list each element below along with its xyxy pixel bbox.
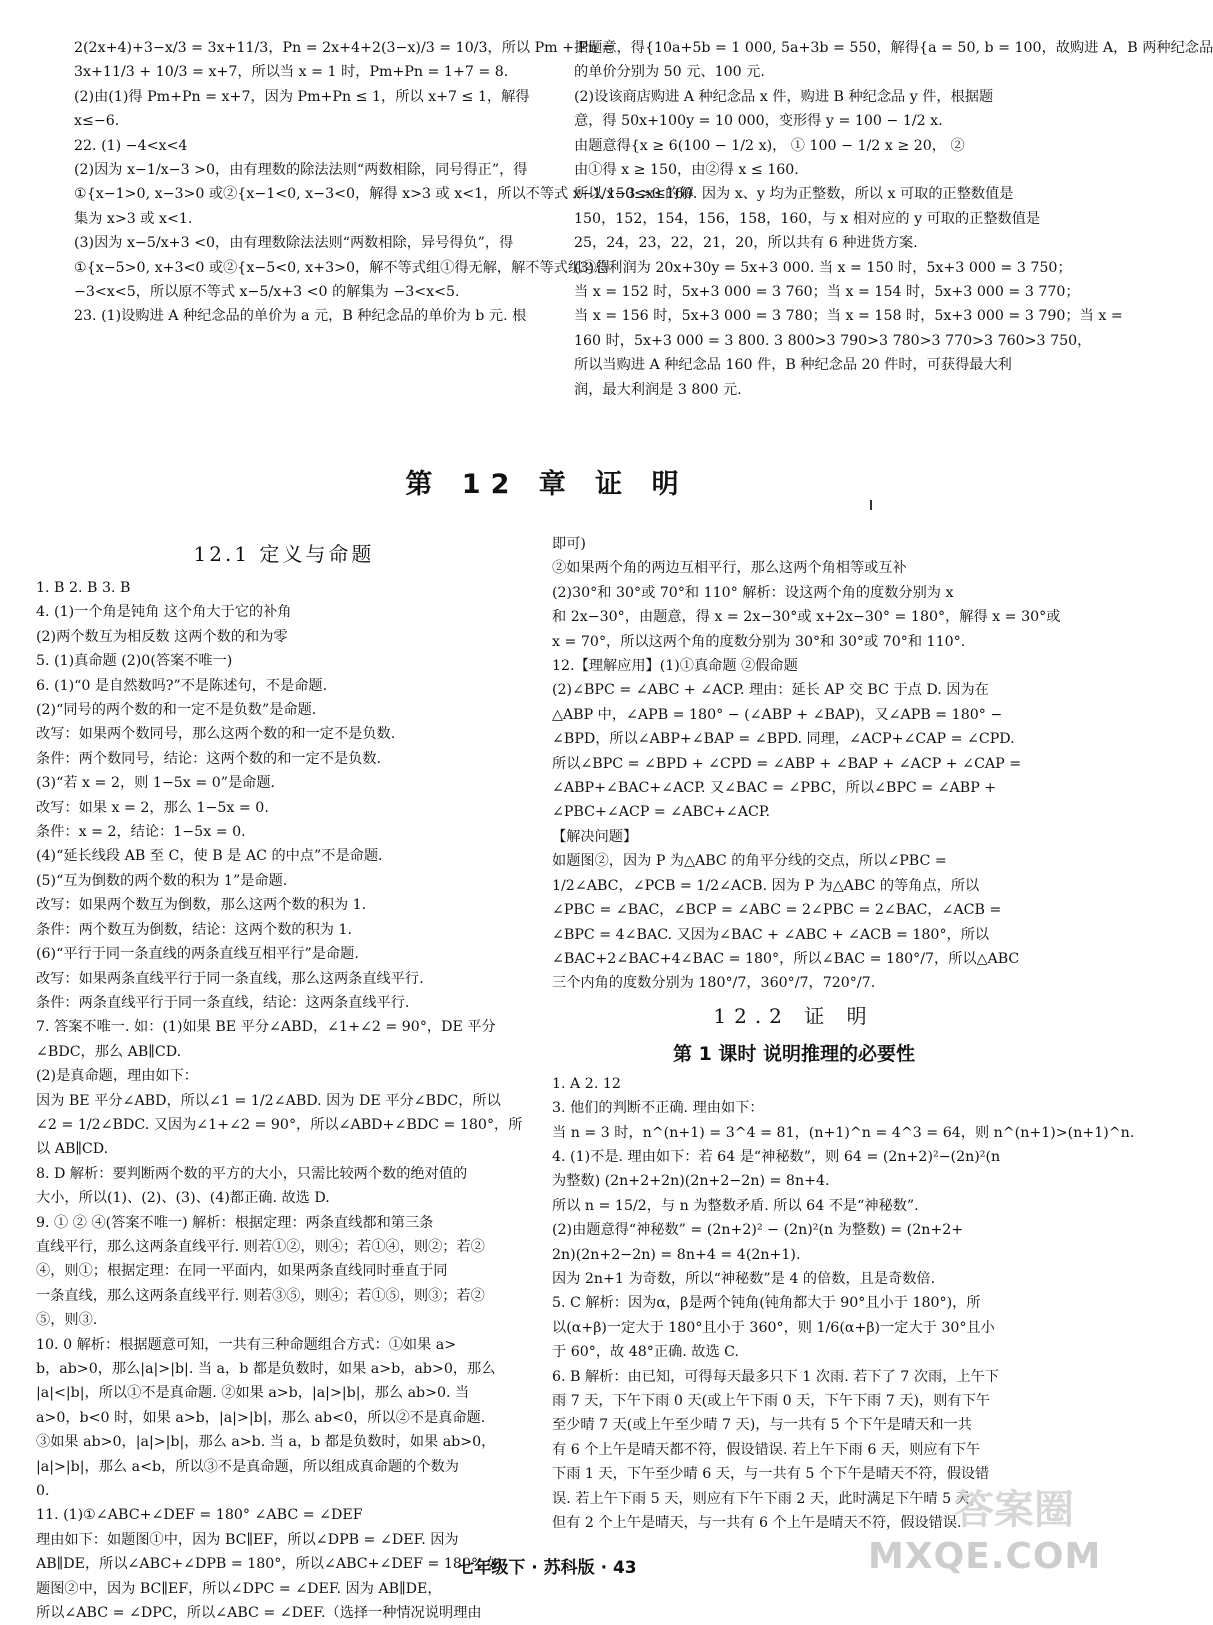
text-line: 和 2x−30°，由题意，得 x = 2x−30°或 x+2x−30° = 180°，解得 x = 30°或 [552, 609, 1061, 626]
text-line: 1. A 2. 12 [552, 1075, 621, 1092]
text-line: 25，24，23，22，21，20，所以共有 6 种进货方案. [574, 235, 918, 252]
text-line: a>0，b<0 时，如果 a>b，|a|>|b|，那么 ab<0，所以②不是真命题. [36, 1409, 486, 1426]
watermark-logo: 答案圈 [954, 1487, 1074, 1533]
text-line: 2(2x+4)+3−x/3 = 3x+11/3，Pn = 2x+4+2(3−x)/3 = 10/3，所以 Pm + Pn = [74, 40, 614, 56]
text-line: 下雨 1 天，下午至少晴 6 天，与一共有 5 个下午是晴天不符，假设错 [552, 1466, 990, 1483]
text-line: (2)30°和 30°或 70°和 110° 解析：设这两个角的度数分别为 x [552, 584, 954, 601]
text-line: b，ab>0，那么|a|>|b|. 当 a，b 都是负数时，如果 a>b，ab>0，那么 [36, 1361, 496, 1377]
text-line: 7. 答案不唯一. 如：(1)如果 BE 平分∠ABD，∠1+∠2 = 90°，DE 平分 [36, 1019, 496, 1036]
text-line: 的单价分别为 50 元、100 元. [574, 64, 765, 81]
text-line: 22. (1) −4<x<4 [74, 137, 188, 154]
text-line: 因为 2n+1 为奇数，所以“神秘数”是 4 的倍数，且是奇数倍. [552, 1270, 936, 1287]
text-line: 条件：两个数同号，结论：这两个数的和一定不是负数. [36, 750, 382, 767]
text-line: (3)总利润为 20x+30y = 5x+3 000. 当 x = 150 时，5x+3 000 = 3 750； [574, 259, 1072, 276]
text-line: 当 x = 152 时，5x+3 000 = 3 760；当 x = 154 时，5x+3 000 = 3 770； [574, 284, 1080, 301]
bottom-right-column [552, 532, 1135, 1540]
text-line: 所以 150≤x≤160. 因为 x、y 均为正整数，所以 x 可取的正整数值是 [574, 186, 1014, 203]
text-line: 题图②中，因为 BC∥EF，所以∠DPC = ∠DEF. 因为 AB∥DE， [36, 1580, 442, 1597]
text-line: 于 60°，故 48°正确. 故选 C. [552, 1344, 740, 1361]
section-title-12-2: 12.2 证 明 [713, 1003, 875, 1028]
text-line: 1. B 2. B 3. B [36, 580, 131, 596]
text-line: 由题意得{x ≥ 6(100 − 1/2 x)， ① 100 − 1/2 x ≥ 20， ② [574, 137, 965, 154]
text-line: 三个内角的度数分别为 180°/7，360°/7，720°/7. [552, 975, 876, 992]
text-line: 即可) [552, 536, 586, 552]
answers-12-2-lesson-1 [552, 1072, 1135, 1536]
text-line: 改写：如果两个数互为倒数，那么这两个数的积为 1. [36, 897, 367, 914]
text-line: |a|<|b|，所以①不是真命题. ②如果 a>b，|a|>|b|，那么 ab>0. 当 [36, 1385, 470, 1402]
text-line: 条件：两条直线平行于同一条直线，结论：这两条直线平行. [36, 994, 410, 1011]
text-line: (2)设该商店购进 A 种纪念品 x 件，购进 B 种纪念品 y 件，根据题 [574, 88, 994, 105]
text-line: AB∥DE，所以∠ABC+∠DPB = 180°，所以∠ABC+∠DEF = 180°. 如 [36, 1556, 502, 1573]
text-line: 以(α+β)一定大于 180°且小于 360°，则 1/6(α+β)一定大于 30°且小 [552, 1319, 995, 1336]
text-line: 3x+11/3 + 10/3 = x+7，所以当 x = 1 时，Pm+Pn = 1+7 = 8. [74, 64, 509, 81]
text-line: 所以当购进 A 种纪念品 160 件，B 种纪念品 20 件时，可获得最大利 [574, 357, 1012, 374]
bottom-left-column [36, 532, 532, 1622]
text-line: 当 n = 3 时，n^(n+1) = 3^4 = 81，(n+1)^n = 4^3 = 64，则 n^(n+1)>(n+1)^n. [552, 1124, 1135, 1141]
text-line: (2)由题意得“神秘数” = (2n+2)² − (2n)²(n 为整数) = (2n+2+ [552, 1222, 964, 1239]
text-line: 误. 若上午下雨 5 天，则应有下午下雨 2 天，此时满足下午晴 5 天， [552, 1490, 985, 1507]
text-line: 由①得 x ≥ 150，由②得 x ≤ 160. [574, 162, 799, 179]
text-line: (2)是真命题，理由如下： [36, 1068, 198, 1085]
text-line: 5. C 解析：因为α，β是两个钝角(钝角都大于 90°且小于 180°)，所 [552, 1295, 981, 1312]
text-line: ∠BDC，那么 AB∥CD. [36, 1043, 182, 1060]
text-line: (3)“若 x = 2，则 1−5x = 0”是命题. [36, 775, 276, 792]
text-line: 2n)(2n+2−2n) = 8n+4 = 4(2n+1). [552, 1246, 801, 1263]
text-line: 意，得 50x+100y = 10 000，变形得 y = 100 − 1/2 x. [574, 113, 943, 130]
text-line: (4)“延长线段 AB 至 C，使 B 是 AC 的中点”不是命题. [36, 848, 383, 865]
text-line: 11. (1)①∠ABC+∠DEF = 180° ∠ABC = ∠DEF [36, 1507, 363, 1524]
watermark-url: MXQE.COM [868, 1536, 1102, 1577]
text-line: 因为 BE 平分∠ABD，所以∠1 = 1/2∠ABD. 因为 DE 平分∠BDC，所以 [36, 1092, 501, 1109]
text-line: 所以∠ABC = ∠DPC，所以∠ABC = ∠DEF.（选择一种情况说明理由 [36, 1605, 482, 1622]
text-line: 改写：如果两个数同号，那么这两个数的和一定不是负数. [36, 726, 396, 743]
text-line: 但有 2 个上午是晴天，与一共有 6 个上午是晴天不符，假设错误. [552, 1515, 962, 1532]
text-line: ①{x−1>0, x−3>0 或②{x−1<0, x−3<0，解得 x>3 或 x<1，所以不等式 x−1/x−3 >0 的解 [74, 186, 694, 203]
text-line: x≤−6. [74, 113, 120, 130]
text-line: 理由如下：如题图①中，因为 BC∥EF，所以∠DPB = ∠DEF. 因为 [36, 1531, 459, 1548]
text-line: ∠BPD，所以∠ABP+∠BAP = ∠BPD. 同理，∠ACP+∠CAP = ∠CPD. [552, 731, 1015, 748]
answers-12-1-continued [552, 532, 1061, 996]
text-line: ∠ABP+∠BAC+∠ACP. 又∠BAC = ∠PBC，所以∠BPC = ∠ABP + [552, 780, 997, 797]
text-line: 3. 他们的判断不正确. 理由如下： [552, 1100, 764, 1117]
text-line: x = 70°，所以这两个角的度数分别为 30°和 30°或 70°和 110°. [552, 633, 966, 650]
text-line: 0. [36, 1483, 50, 1500]
text-line: (2)因为 x−1/x−3 >0，由有理数的除法法则“两数相除，同号得正”，得 [74, 162, 528, 179]
text-line: ②如果两个角的两边互相平行，那么这两个角相等或互补 [552, 560, 907, 577]
text-line: ∠BPC = 4∠BAC. 又因为∠BAC + ∠ABC + ∠ACB = 180°，所以 [552, 926, 990, 943]
text-line: (2)两个数互为相反数 这两个数的和为零 [36, 628, 288, 645]
text-line: 160 时，5x+3 000 = 3 800. 3 800>3 790>3 780>3 770>3 760>3 750， [574, 332, 1092, 349]
text-line: 9. ① ② ④(答案不唯一) 解析：根据定理：两条直线都和第三条 [36, 1214, 434, 1231]
text-line: 所以 n = 15/2，与 n 为整数矛盾. 所以 64 不是“神秘数”. [552, 1197, 919, 1214]
text-line: (5)“互为倒数的两个数的积为 1”是命题. [36, 872, 288, 889]
text-line: 1/2∠ABC，∠PCB = 1/2∠ACB. 因为 P 为△ABC 的等角点，所以 [552, 877, 980, 894]
text-line: ④，则①；根据定理：在同一平面内，如果两条直线同时垂直于同 [36, 1263, 448, 1280]
text-line: 10. 0 解析：根据题意可知，一共有三种命题组合方式：①如果 a> [36, 1336, 457, 1353]
text-line: ∠PBC = ∠BAC，∠BCP = ∠ABC = 2∠PBC = 2∠BAC，∠ACB = [552, 902, 1002, 919]
text-line: 【解决问题】 [552, 828, 638, 845]
text-line: 大小，所以(1)、(2)、(3)、(4)都正确. 故选 D. [36, 1190, 330, 1207]
text-line: (2)∠BPC = ∠ABC + ∠ACP. 理由：延长 AP 交 BC 于点 D. 因为在 [552, 682, 989, 699]
text-line: ∠PBC+∠ACP = ∠ABC+∠ACP. [552, 804, 771, 821]
text-line: △ABP 中，∠APB = 180° − (∠ABP + ∠BAP)，又∠APB = 180° − [552, 706, 1003, 723]
text-line: 5. (1)真命题 (2)0(答案不唯一) [36, 653, 233, 670]
text-line: ⑤，则③. [36, 1312, 98, 1329]
chapter-tick-mark [870, 500, 872, 510]
text-line: 150，152，154，156，158，160，与 x 相对应的 y 可取的正整数值是 [574, 210, 1041, 227]
text-line: 条件：x = 2，结论：1−5x = 0. [36, 824, 246, 841]
top-right-column [574, 36, 1213, 460]
text-line: |a|>|b|，那么 a<b，所以③不是真命题，所以组成真命题的个数为 [36, 1458, 459, 1475]
text-line: 8. D 解析：要判断两个数的平方的大小，只需比较两个数的绝对值的 [36, 1165, 468, 1182]
text-line: −3<x<5，所以原不等式 x−5/x+3 <0 的解集为 −3<x<5. [74, 284, 460, 301]
text-line: (6)“平行于同一条直线的两条直线互相平行”是命题. [36, 946, 359, 963]
text-line: 有 6 个上午是晴天都不符，假设错误. 若上午下雨 6 天，则应有下午 [552, 1441, 981, 1458]
lesson-title: 第 1 课时 说明推理的必要性 [672, 1042, 916, 1065]
text-line: 23. (1)设购进 A 种纪念品的单价为 a 元，B 种纪念品的单价为 b 元. 根 [74, 308, 527, 325]
text-line: ③如果 ab>0，|a|>|b|，那么 a>b. 当 a，b 都是负数时，如果 ab>0， [36, 1434, 496, 1451]
page-footer: 七年级下 · 苏科版 · 43 [457, 1558, 637, 1578]
text-line: 以 AB∥CD. [36, 1141, 109, 1158]
text-line: (3)因为 x−5/x+3 <0，由有理数除法法则“两数相除，异号得负”，得 [74, 235, 514, 252]
chapter-title: 第 12 章 证 明 [405, 469, 689, 500]
text-line: 一条直线，那么这两条直线平行. 则若③⑤，则④；若①⑤，则③；若② [36, 1287, 485, 1304]
text-line: 6. B 解析：由已知，可得每天最多只下 1 次雨. 若下了 7 次雨，上午下 [552, 1368, 999, 1385]
text-line: 集为 x>3 或 x<1. [74, 210, 193, 227]
text-line: ∠2 = 1/2∠BDC. 又因为∠1+∠2 = 90°，所以∠ABD+∠BDC = 180°，所 [36, 1116, 523, 1133]
text-line: (2)由(1)得 Pm+Pn = x+7，因为 Pm+Pn ≤ 1，所以 x+7 ≤ 1，解得 [74, 88, 530, 105]
text-line: 4. (1)不是. 理由如下：若 64 是“神秘数”，则 64 = (2n+2)²−(2n)²(n [552, 1148, 1001, 1165]
text-line: 改写：如果两条直线平行于同一条直线，那么这两条直线平行. [36, 970, 424, 987]
text-line: 直线平行，那么这两条直线平行. 则若①②，则④；若①④，则②；若② [36, 1238, 485, 1255]
watermark [868, 1478, 1102, 1588]
text-line: 如题图②，因为 P 为△ABC 的角平分线的交点，所以∠PBC = [552, 853, 947, 870]
section-title-12-1: 12.1 定义与命题 [193, 542, 375, 566]
text-line: 当 x = 156 时，5x+3 000 = 3 780；当 x = 158 时，5x+3 000 = 3 790；当 x = [574, 308, 1123, 325]
text-line: 润，最大利润是 3 800 元. [574, 381, 742, 398]
text-line: 雨 7 天，下午下雨 0 天(或上午下雨 0 天，下午下雨 7 天)，则有下午 [552, 1393, 990, 1409]
text-line: ①{x−5>0, x+3<0 或②{x−5<0, x+3>0，解不等式组①得无解，解不等式组②得 [74, 259, 611, 276]
text-line: 12.【理解应用】(1)①真命题 ②假命题 [552, 658, 798, 675]
text-line: 4. (1)一个角是钝角 这个角大于它的补角 [36, 604, 292, 621]
text-line: ∠BAC+2∠BAC+4∠BAC = 180°，所以∠BAC = 180°/7，所以△ABC [552, 950, 1020, 967]
text-line: 据题意，得{10a+5b = 1 000, 5a+3b = 550，解得{a = 50, b = 100，故购进 A，B 两种纪念品 [574, 40, 1213, 56]
text-line: 所以∠BPC = ∠BPD + ∠CPD = ∠ABP + ∠BAP + ∠ACP + ∠CAP = [552, 755, 1022, 772]
text-line: 为整数) (2n+2+2n)(2n+2−2n) = 8n+4. [552, 1173, 830, 1190]
text-line: 改写：如果 x = 2，那么 1−5x = 0. [36, 799, 269, 816]
text-line: 至少晴 7 天(或上午至少晴 7 天)，与一共有 5 个下午是晴天和一共 [552, 1417, 972, 1434]
text-line: (2)“同号的两个数的和一定不是负数”是命题. [36, 702, 317, 719]
text-line: 条件：两个数互为倒数，结论：这两个数的积为 1. [36, 921, 352, 938]
answers-12-1 [36, 576, 532, 1625]
text-line: 6. (1)“0 是自然数吗?”不是陈述句，不是命题. [36, 677, 328, 694]
